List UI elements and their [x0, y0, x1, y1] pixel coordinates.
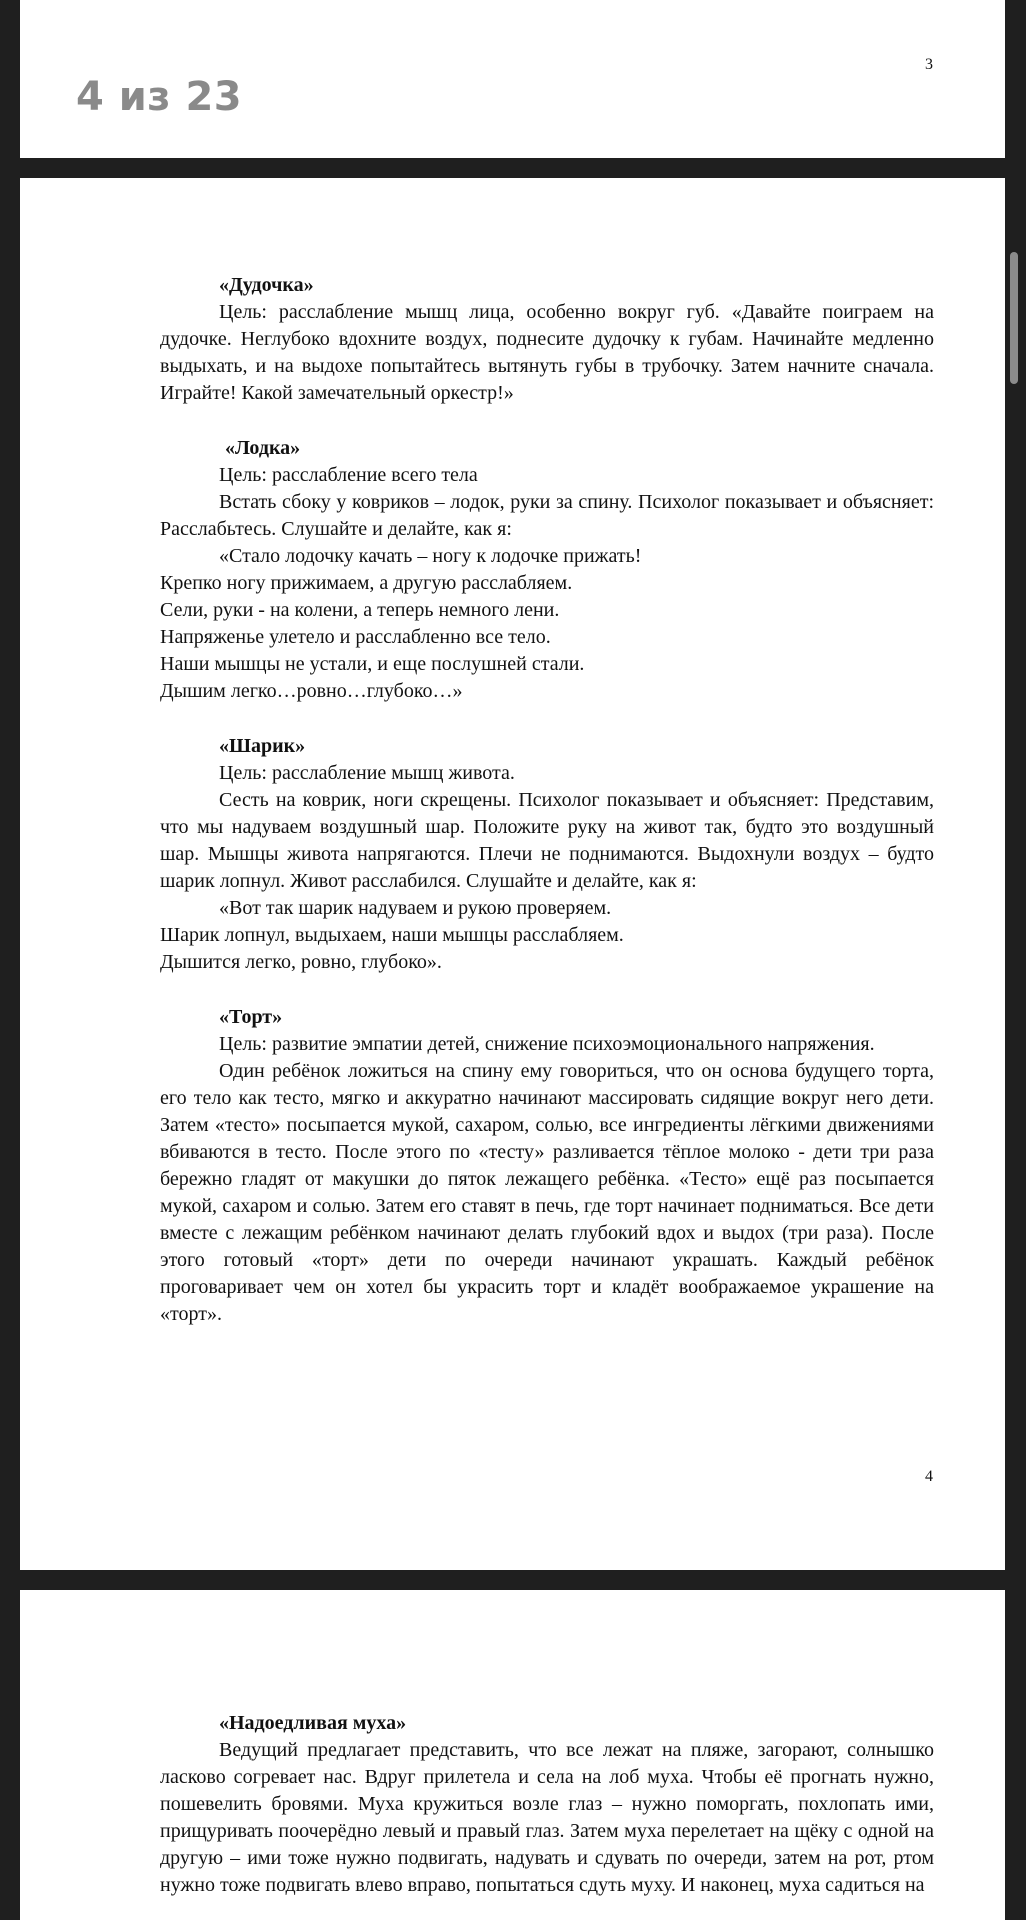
game-section: [160, 1004, 934, 1328]
game-title: «Торт»: [219, 1006, 283, 1028]
game-title: «Дудочка»: [219, 274, 314, 296]
game-section: [160, 435, 934, 705]
previous-page: [20, 0, 1005, 158]
current-page: [20, 178, 1005, 1570]
page-content: [160, 272, 934, 1356]
game-title: «Лодка»: [225, 437, 301, 459]
game-paragraph: Цель: расслабление мышц живота.: [219, 762, 515, 784]
poem-line: «Вот так шарик надуваем и рукою проверяем.: [219, 897, 612, 919]
game-section: [160, 733, 934, 976]
page-counter: 4 из 23: [76, 74, 243, 120]
poem-line: «Стало лодочку качать – ногу к лодочке прижать!: [219, 545, 642, 567]
poem-line: Дышится легко, ровно, глубоко».: [160, 951, 442, 973]
game-paragraph: Ведущий предлагает представить, что все лежат на пляже, загорают, солнышко ласково согревает нас. Вдруг прилетела и села на лоб муха. Чтобы её прогнать нужно, пошевелить бровями. Муха кружиться возле глаз – нужно поморгать, похлопать ими, прищуривать поочерёдно левый и правый глаз. Затем муха перелетает на щёку с одной на другую – ими тоже нужно подвигать, надувать и сдувать по очереди, затем на рот, ртом нужно тоже подвигать влево вправо, попытаться сдуть муху. И наконец, муха садиться на: [160, 1739, 934, 1896]
poem-line: Напряженье улетело и расслабленно все тело.: [160, 626, 551, 648]
poem-line: Сели, руки - на колени, а теперь немного лени.: [160, 599, 560, 621]
page-number: 4: [925, 1468, 933, 1485]
game-paragraph: Встать сбоку у ковриков – лодок, руки за спину. Психолог показывает и объясняет: Расслабьтесь. Слушайте и делайте, как я:: [160, 491, 934, 540]
game-section: [160, 272, 934, 407]
game-paragraph: Цель: расслабление всего тела: [219, 464, 478, 486]
game-title: «Надоедливая муха»: [219, 1712, 407, 1734]
game-paragraph: Один ребёнок ложиться на спину ему говориться, что он основа будущего торта, его тело как тесто, мягко и аккуратно начинают массировать сидящие вокруг него дети. Затем «тесто» посыпается мукой, сахаром, солью, все ингредиенты лёгкими движениями вбиваются в тесто. После этого по «тесту» разливается тёплое молоко - дети три раза бережно гладят от макушки до пяток лежащего ребёнка. «Тесто» ещё раз посыпается мукой, сахаром и солью. Затем его ставят в печь, где торт начинает подниматься. Все дети вместе с лежащим ребёнком начинают делать глубокий вдох и выдох (три раза). После этого готовый «торт» дети по очереди начинают украшать. Каждый ребёнок проговаривает чем он хотел бы украсить торт и кладёт воображаемое украшение на «торт».: [160, 1060, 934, 1325]
scrollbar-thumb[interactable]: [1010, 252, 1018, 384]
next-page: [20, 1590, 1005, 1920]
page-content: [160, 1710, 934, 1899]
page-number: 3: [925, 56, 933, 73]
game-paragraph: Цель: развитие эмпатии детей, снижение психоэмоционального напряжения.: [219, 1033, 875, 1055]
poem-line: Крепко ногу прижимаем, а другую расслабляем.: [160, 572, 573, 594]
game-title: «Шарик»: [219, 735, 306, 757]
game-paragraph: Сесть на коврик, ноги скрещены. Психолог показывает и объясняет: Представим, что мы надуваем воздушный шар. Положите руку на живот так, будто это воздушный шар. Мышцы живота напрягаются. Плечи не поднимаются. Выдохнули воздух – будто шарик лопнул. Живот расслабился. Слушайте и делайте, как я:: [160, 789, 934, 892]
poem-line: Шарик лопнул, выдыхаем, наши мышцы расслабляем.: [160, 924, 624, 946]
poem-line: Дышим легко…ровно…глубоко…»: [160, 680, 463, 702]
game-paragraph: Цель: расслабление мышц лица, особенно вокруг губ. «Давайте поиграем на дудочке. Неглубоко вдохните воздух, поднесите дудочку к губам. Начинайте медленно выдыхать, и на выдохе попытайтесь вытянуть губы в трубочку. Затем начните сначала. Играйте! Какой замечательный оркестр!»: [160, 301, 934, 404]
poem-line: Наши мышцы не устали, и еще послушней стали.: [160, 653, 585, 675]
